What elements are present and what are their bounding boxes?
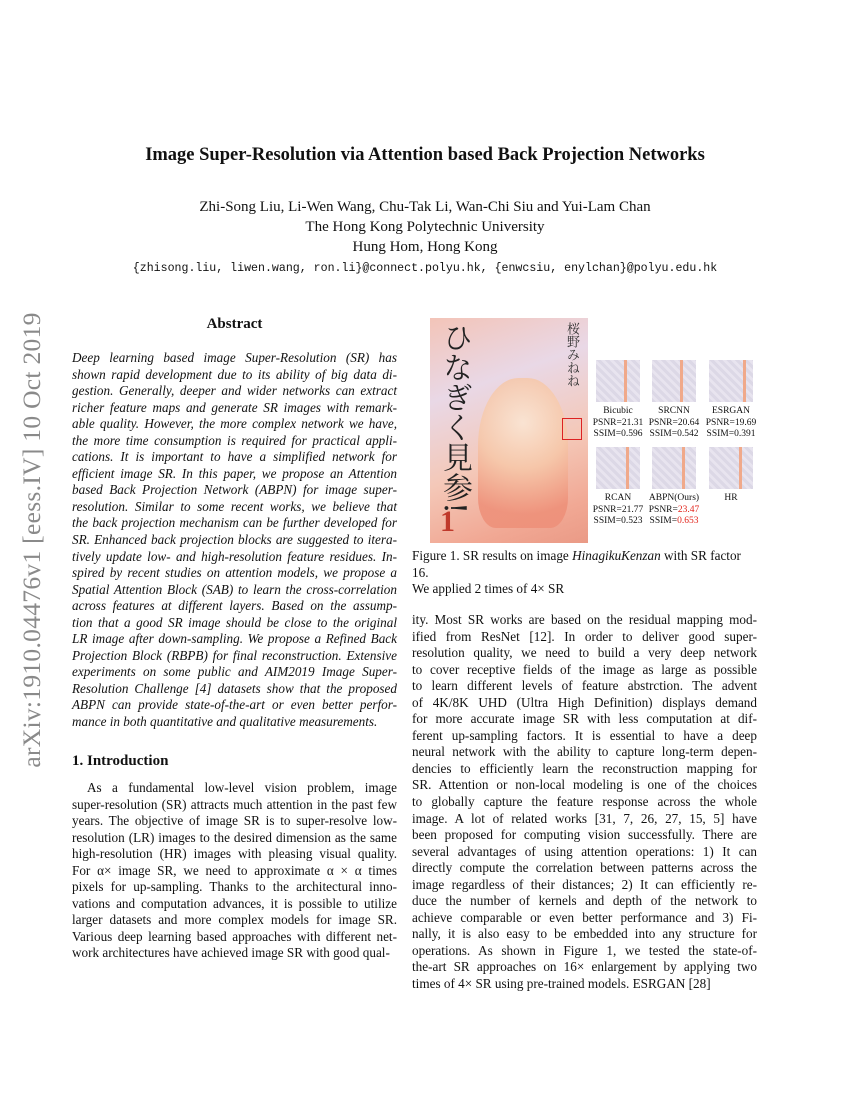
text-line: to cover receptive fields of the image as large as possible: [412, 661, 757, 677]
psnr-number: 21.77: [621, 504, 644, 515]
text-line: several advantages of using attention operations: 1) It can: [412, 843, 757, 859]
text-line: larger datasets and more complex models for image SR.: [72, 912, 397, 928]
method-name: HR: [724, 493, 738, 503]
text-line: ferent up-sampling factors. It is essential to have a deep: [412, 727, 757, 743]
ssim-number: 0.523: [621, 516, 643, 526]
arxiv-identifier: arXiv:1910.04476v1 [eess.IV] 10 Oct 2019: [17, 312, 46, 768]
stripe-mark: [626, 447, 629, 489]
abstract-body: [72, 350, 397, 731]
author-emails: {zhisong.liu, liwen.wang, ron.li}@connect.polyu.hk, {enwcsiu, enylchan}@polyu.edu.hk: [132, 262, 718, 275]
psnr-value: [639, 505, 709, 517]
cover-title-text: ひなぎく見参!: [437, 322, 472, 515]
text-line: the more time consumption is required for practical appli-: [72, 432, 397, 448]
thumbnail-srcnn: [652, 360, 696, 402]
text-line: For α× image SR, we need to approximate α × α times: [72, 862, 397, 878]
text-line: resolution quality, we need to build a very deep network: [412, 645, 757, 661]
ssim-number: 0.542: [677, 429, 699, 439]
method-name: ESRGAN: [711, 406, 750, 416]
psnr-label: PSNR=: [648, 504, 678, 515]
text-line: resolution (LR) images to the desired dimension as the same: [72, 829, 397, 845]
text-line: high-resolution (HR) images with pleasing visual quality.: [72, 846, 397, 862]
thumbnail-bicubic: [596, 360, 640, 402]
stripe-mark: [743, 360, 746, 402]
figure-caption: [412, 548, 757, 598]
text-line: nally, it is also easy to be embedded into any structure for: [412, 926, 757, 942]
authors: Zhi-Song Liu, Li-Wen Wang, Chu-Tak Li, Wan-Chi Siu and Yui-Lam Chan: [199, 199, 651, 215]
crop-region-marker: [562, 418, 582, 440]
ssim-label: SSIM=: [706, 429, 735, 439]
illustration-figure: [478, 378, 568, 528]
text-line: ABPN can provide state-of-the-art or even better perfor-: [72, 697, 397, 713]
text-line: image regardless of their distances; 2) It can efficiently re-: [412, 876, 757, 892]
psnr-value: [696, 418, 766, 430]
ssim-number: 0.391: [734, 429, 756, 439]
text-line: Deep learning based image Super-Resolution (SR) has: [72, 350, 397, 365]
text-line: As a fundamental low-level vision problem, image: [87, 780, 397, 795]
text-line: LR image after down-sampling. We propose a Refined Back: [72, 631, 397, 647]
introduction-heading: 1. Introduction: [72, 753, 169, 769]
text-line: years. The objective of image SR is to super-resolve low-: [72, 813, 397, 829]
cover-volume-number: 1: [440, 505, 455, 538]
text-line: neural network with the ability to capture long-term depen-: [412, 744, 757, 760]
ssim-value: [639, 516, 709, 528]
thumbnail-esrgan: [709, 360, 753, 402]
thumbnail-rcan: [596, 447, 640, 489]
text-line: Resolution Challenge [4] datasets show that the proposed: [72, 680, 397, 696]
text-line: to learn different levels of feature abstrction. The advent: [412, 678, 757, 694]
text-line: the-art SR approaches on 16× enlargement by applying two: [412, 959, 757, 975]
psnr-number: 19.69: [734, 417, 757, 428]
ssim-label: SSIM=: [649, 429, 678, 439]
psnr-number: 23.47: [677, 504, 700, 515]
text-line: able quality. However, the more complex network we have,: [72, 416, 397, 432]
text-line: based Back Projection Network (ABPN) for image super-: [72, 482, 397, 498]
ssim-label: SSIM=: [593, 516, 622, 526]
psnr-label: PSNR=: [592, 504, 622, 515]
text-line: experiments on some public and AIM2019 Image Super-: [72, 664, 397, 680]
text-line: spired by recent studies on attention models, we propose a: [72, 565, 397, 581]
text-line: tively update low- and high-resolution feature residues. In-: [72, 548, 397, 564]
text-line: operations. As shown in Figure 1, we tested the state-of-: [412, 942, 757, 958]
text-line: richer feature maps and generate SR images with remark-: [72, 399, 397, 415]
psnr-label: PSNR=: [705, 417, 735, 428]
ssim-value: [696, 429, 766, 441]
text-line: Projection Block (RBPB) for final reconstruction. Extensive: [72, 647, 397, 663]
text-line: ity. Most SR works are based on the residual mapping mod-: [412, 612, 757, 627]
text-line: pixels for up-sampling. Thanks to the architectural inno-: [72, 879, 397, 895]
caption-line-2: We applied 2 times of 4× SR: [412, 581, 565, 596]
text-line: dencies to efficiently learn the reconstruction mapping for: [412, 760, 757, 776]
text-line: vations and computation advances, it is possible to utilize: [72, 895, 397, 911]
psnr-label: PSNR=: [592, 417, 622, 428]
text-line: directly compute the correlation between patterns across the: [412, 860, 757, 876]
caption-prefix: Figure 1. SR results on image: [412, 548, 573, 563]
paper-title: Image Super-Resolution via Attention based Back Projection Networks: [145, 145, 705, 165]
text-line: resolution. Similar to some recent works, we believe that: [72, 498, 397, 514]
text-line: Various deep learning based approaches with different net-: [72, 928, 397, 944]
panel-label: [696, 493, 766, 505]
caption-suffix: with SR factor 16.: [412, 548, 741, 580]
text-line: gestion. Generally, deeper and wider networks can extract: [72, 383, 397, 399]
method-name: SRCNN: [658, 406, 690, 416]
figure-cover-image: [430, 318, 588, 543]
ssim-number: 0.653: [677, 516, 699, 526]
text-line: cations. It is important to have a simplified network for: [72, 449, 397, 465]
stripe-mark: [739, 447, 742, 489]
ssim-label: SSIM=: [593, 429, 622, 439]
stripe-mark: [680, 360, 683, 402]
text-line: duce the number of kernels and depth of the network to: [412, 893, 757, 909]
introduction-right-column: [412, 612, 757, 993]
text-line: of 4K/8K UHD (Ultra High Definition) displays demand: [412, 694, 757, 710]
thumbnail-hr: [709, 447, 753, 489]
location: Hung Hom, Hong Kong: [352, 239, 498, 255]
text-line: work architectures have achieved image SR with good qual-: [72, 945, 390, 961]
text-line: across features at different layers. Based on the assump-: [72, 598, 397, 614]
text-line: tion that a good SR image should be close to the original: [72, 614, 397, 630]
method-name: Bicubic: [603, 406, 633, 416]
panel-label: [696, 406, 766, 441]
text-line: mance in both quantitative and qualitative measurements.: [72, 714, 378, 730]
text-line: image. A lot of related works [31, 7, 26, 27, 15, 5] have: [412, 810, 757, 826]
text-line: SR. Enhanced back projection blocks are suggested to itera-: [72, 532, 397, 548]
psnr-label: PSNR=: [648, 417, 678, 428]
method-name: ABPN(Ours): [648, 493, 700, 503]
text-line: shown rapid development due to its ability of big data di-: [72, 366, 397, 382]
affiliation: The Hong Kong Polytechnic University: [305, 219, 545, 235]
text-line: super-resolution (SR) attracts much attention in the past few: [72, 796, 397, 812]
stripe-mark: [624, 360, 627, 402]
ssim-number: 0.596: [621, 429, 643, 439]
text-line: times of 4× SR using pre-trained models. ESRGAN [28]: [412, 976, 711, 992]
cover-author-text: 桜野みねね: [565, 322, 580, 387]
thumbnail-abpnours: [652, 447, 696, 489]
text-line: achieve comparable or even better performance and 3) Fi-: [412, 909, 757, 925]
text-line: been proposed for computing vision successfully. There are: [412, 827, 757, 843]
stripe-mark: [682, 447, 685, 489]
psnr-number: 21.31: [621, 417, 644, 428]
text-line: SR. Attention or non-local modeling is one of the choices: [412, 777, 757, 793]
text-line: the back projection mechanism can be further developed for: [72, 515, 397, 531]
text-line: Spatial Attention Block (SAB) to learn the cross-correlation: [72, 581, 397, 597]
text-line: efficient image SR. In this paper, we propose an Attention: [72, 465, 397, 481]
ssim-label: SSIM=: [649, 516, 678, 526]
abstract-heading: Abstract: [206, 316, 263, 332]
psnr-number: 20.64: [677, 417, 700, 428]
introduction-left-column: [72, 780, 397, 962]
method-name: RCAN: [604, 493, 632, 503]
caption-image-name: HinagikuKenzan: [572, 548, 661, 563]
text-line: for more accurate image SR with less computation at dif-: [412, 711, 757, 727]
text-line: ified from ResNet [12]. In order to deliver good super-: [412, 628, 757, 644]
text-line: to globally capture the feature response across the whole: [412, 794, 757, 810]
